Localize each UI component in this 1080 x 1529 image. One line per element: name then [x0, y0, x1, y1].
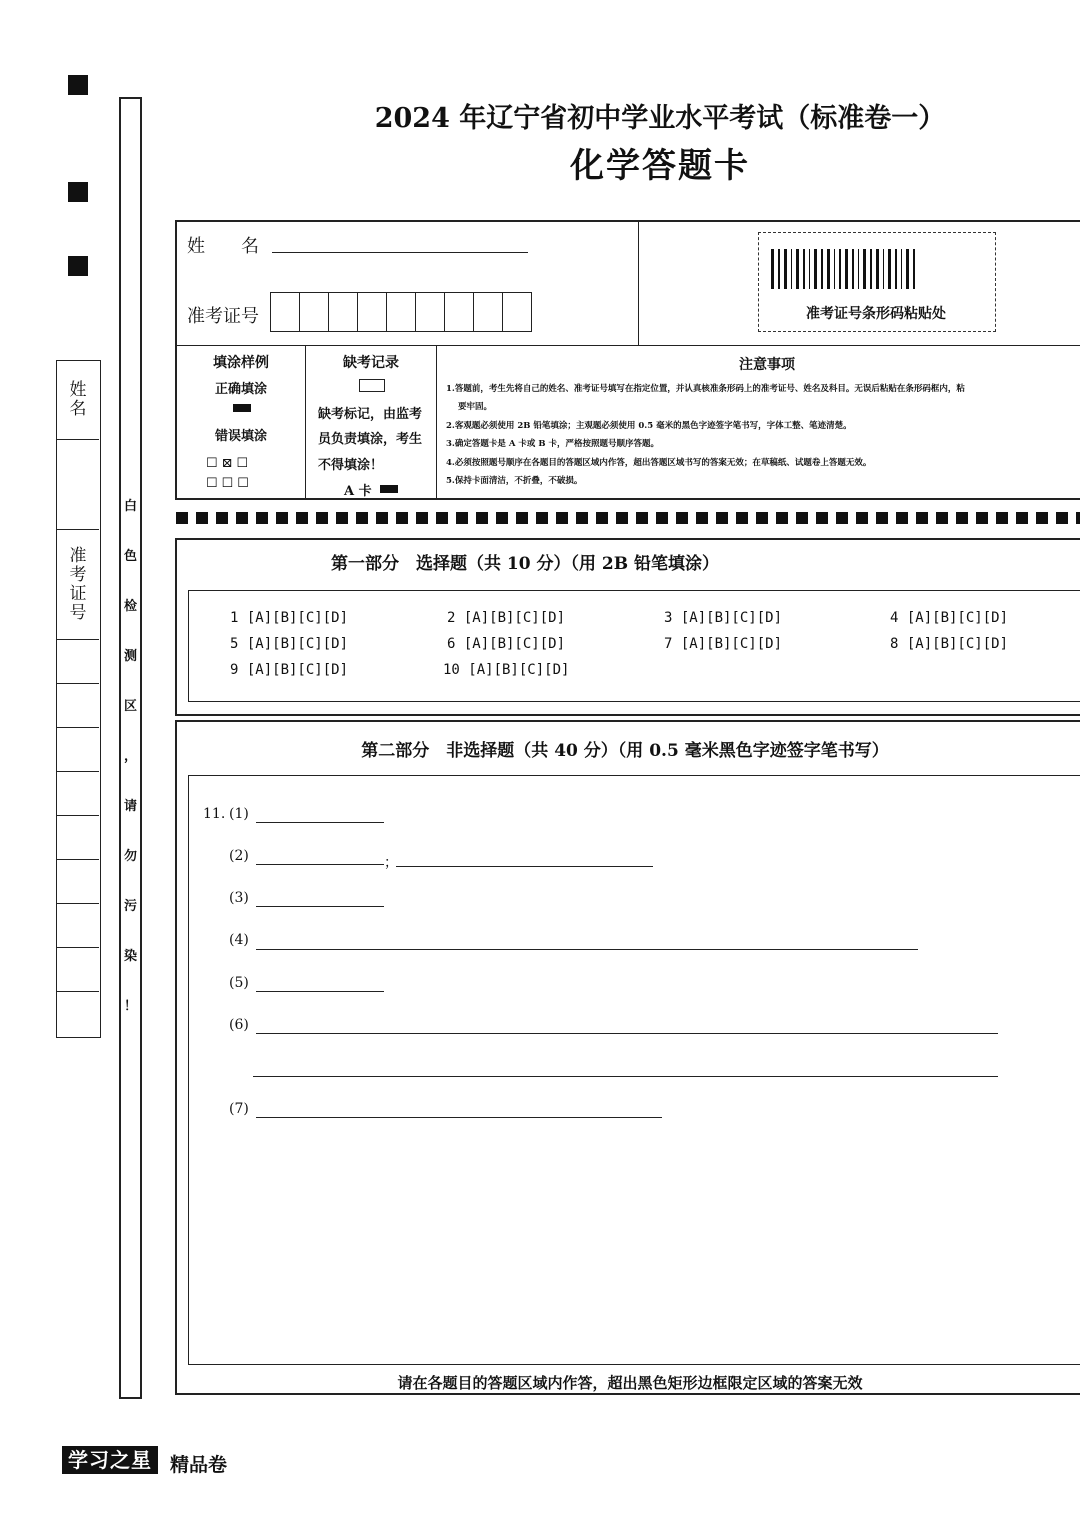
barcode-bar	[863, 249, 866, 289]
timing-square	[956, 512, 968, 524]
side-id-strip	[56, 360, 101, 1038]
side-id-label: 准考证号	[69, 546, 87, 623]
divider	[57, 903, 99, 904]
choice-item[interactable]: 5 [A][B][C][D]	[230, 636, 349, 652]
barcode-bar	[834, 249, 835, 289]
timing-square	[396, 512, 408, 524]
fill-example-title: 填涂样例	[213, 355, 269, 371]
choice-item[interactable]: 2 [A][B][C][D]	[447, 610, 566, 626]
strip-char: 区	[123, 699, 137, 714]
timing-mark	[68, 182, 88, 202]
timing-square	[436, 512, 448, 524]
correct-fill-label: 正确填涂	[214, 382, 267, 397]
sub-question-label: (2)	[229, 848, 249, 864]
strip-char: ，	[123, 749, 137, 764]
divider	[57, 439, 99, 440]
timing-square	[896, 512, 908, 524]
timing-square	[636, 512, 648, 524]
timing-square	[196, 512, 208, 524]
note-item: 要牢固。	[458, 402, 493, 412]
note-item: 5.保持卡面清洁，不折叠，不破损。	[446, 476, 583, 486]
strip-char: 请	[123, 799, 137, 814]
choice-item[interactable]: 4 [A][B][C][D]	[890, 610, 1009, 626]
answer-line[interactable]	[256, 949, 918, 950]
timing-square	[336, 512, 348, 524]
name-input-line[interactable]	[272, 252, 528, 253]
timing-square	[1076, 512, 1080, 524]
divider	[638, 221, 639, 345]
timing-square	[776, 512, 788, 524]
timing-square	[496, 512, 508, 524]
white-detection-strip	[119, 97, 142, 1399]
timing-square	[596, 512, 608, 524]
timing-square	[476, 512, 488, 524]
barcode-bar	[901, 249, 902, 289]
divider	[57, 771, 99, 772]
absence-line: 员负责填涂，考生	[318, 432, 423, 447]
timing-square	[416, 512, 428, 524]
wrong-fill-marks-icon: ☐⊠☐	[206, 456, 253, 471]
id-digit-box[interactable]	[358, 293, 387, 331]
timing-square	[836, 512, 848, 524]
timing-square	[936, 512, 948, 524]
divider	[57, 859, 99, 860]
timing-square	[356, 512, 368, 524]
barcode-bar	[791, 249, 792, 289]
absence-line: 缺考标记，由监考	[318, 407, 423, 422]
timing-square	[876, 512, 888, 524]
barcode-bar	[876, 249, 879, 289]
id-digit-box[interactable]	[329, 293, 358, 331]
barcode-label: 准考证号条形码粘贴处	[806, 306, 946, 322]
timing-square	[716, 512, 728, 524]
id-digit-box[interactable]	[271, 293, 300, 331]
answer-line[interactable]	[256, 822, 384, 823]
divider	[57, 815, 99, 816]
divider	[57, 727, 99, 728]
divider	[57, 683, 99, 684]
id-digit-box[interactable]	[474, 293, 503, 331]
sub-question-label: (4)	[229, 932, 249, 948]
timing-square	[296, 512, 308, 524]
sub-question-label: (6)	[229, 1017, 249, 1033]
timing-square	[1056, 512, 1068, 524]
timing-square	[576, 512, 588, 524]
absence-title: 缺考记录	[343, 355, 399, 371]
question-number: 11.	[203, 806, 226, 822]
timing-square	[656, 512, 668, 524]
id-number-grid[interactable]	[270, 292, 532, 332]
timing-square	[216, 512, 228, 524]
answer-line[interactable]	[253, 1076, 998, 1077]
barcode-bar	[784, 249, 787, 289]
strip-char: 污	[123, 899, 137, 914]
strip-char: 染	[123, 949, 137, 964]
card-type-label: A 卡	[344, 484, 372, 499]
barcode-bar	[809, 249, 810, 289]
divider	[57, 947, 99, 948]
timing-square	[996, 512, 1008, 524]
absence-line: 不得填涂！	[318, 458, 384, 473]
separator: ；	[384, 855, 398, 871]
sub-question-label: (7)	[229, 1101, 249, 1117]
timing-square	[916, 512, 928, 524]
timing-square	[256, 512, 268, 524]
timing-square	[376, 512, 388, 524]
sub-question-label: (1)	[229, 806, 249, 822]
timing-square	[676, 512, 688, 524]
timing-square	[516, 512, 528, 524]
timing-square	[1036, 512, 1048, 524]
barcode-bar	[814, 249, 817, 289]
id-digit-box[interactable]	[387, 293, 416, 331]
divider	[57, 991, 99, 992]
id-digit-box[interactable]	[416, 293, 445, 331]
timing-square	[1016, 512, 1028, 524]
answer-line[interactable]	[396, 866, 653, 867]
note-item: 1.答题前，考生先将自己的姓名、准考证号填写在指定位置，并认真核准条形码上的准考证号、姓名及科目。无误后粘贴在条形码框内，粘	[446, 384, 965, 394]
barcode-bar	[870, 249, 872, 289]
brand-subtitle: 精品卷	[170, 1454, 228, 1476]
barcode-bar	[839, 249, 841, 289]
choice-item[interactable]: 6 [A][B][C][D]	[447, 636, 566, 652]
strip-char: 白	[123, 499, 137, 514]
footer-note: 请在各题目的答题区域内作答，超出黑色矩形边框限定区域的答案无效	[397, 1374, 863, 1392]
note-item: 2.客观题必须使用 2B 铅笔填涂；主观题必须使用 0.5 毫米的黑色字迹签字笔书写，字体工整、笔迹清楚。	[446, 421, 852, 431]
timing-square	[176, 512, 188, 524]
barcode-bar	[796, 249, 799, 289]
barcode-bar	[906, 249, 909, 289]
answer-line[interactable]	[256, 991, 384, 992]
barcode-bar	[883, 249, 884, 289]
timing-mark	[68, 75, 88, 95]
barcode-bar	[821, 249, 823, 289]
choice-item[interactable]: 3 [A][B][C][D]	[664, 610, 783, 626]
timing-square	[816, 512, 828, 524]
timing-mark	[68, 256, 88, 276]
timing-square	[856, 512, 868, 524]
barcode-bar	[778, 249, 780, 289]
choice-item[interactable]: 9 [A][B][C][D]	[230, 662, 349, 678]
timing-square	[276, 512, 288, 524]
timing-square	[756, 512, 768, 524]
brand-logo: 学习之星	[62, 1446, 158, 1474]
correct-fill-mark-icon	[233, 404, 251, 412]
divider	[57, 639, 99, 640]
timing-square	[736, 512, 748, 524]
part2-title: 第二部分 非选择题（共 40 分）（用 0.5 毫米黑色字迹签字笔书写）	[361, 741, 889, 761]
barcode-bar	[858, 249, 859, 289]
choice-item[interactable]: 1 [A][B][C][D]	[230, 610, 349, 626]
part1-title: 第一部分 选择题（共 10 分）（用 2B 铅笔填涂）	[330, 554, 720, 574]
id-label: 准考证号	[187, 306, 259, 327]
timing-square	[536, 512, 548, 524]
barcode-bar	[913, 249, 915, 289]
note-item: 4.必须按照题号顺序在各题目的答题区域内作答，超出答题区域书写的答案无效；在草稿纸、试题卷上答题无效。	[446, 458, 872, 468]
wrong-fill-label: 错误填涂	[214, 429, 267, 444]
wrong-fill-marks-icon: ☐☐☐	[206, 476, 253, 491]
absence-checkbox[interactable]	[359, 379, 385, 392]
strip-char: 勿	[123, 849, 137, 864]
barcode-bar	[888, 249, 891, 289]
choice-item[interactable]: 10 [A][B][C][D]	[443, 662, 570, 678]
strip-char: ！	[123, 999, 137, 1014]
barcode-bar	[852, 249, 854, 289]
timing-square	[616, 512, 628, 524]
note-item: 3.确定答题卡是 A 卡或 B 卡，严格按照题号顺序答题。	[446, 439, 659, 449]
id-digit-box[interactable]	[503, 293, 531, 331]
barcode-area[interactable]	[758, 232, 996, 332]
strip-char: 色	[123, 549, 137, 564]
timing-square	[456, 512, 468, 524]
timing-track	[176, 512, 1080, 524]
divider	[57, 529, 99, 530]
timing-square	[236, 512, 248, 524]
barcode-bar	[803, 249, 805, 289]
barcode-bar	[827, 249, 830, 289]
answer-line[interactable]	[256, 1033, 998, 1034]
choice-item[interactable]: 7 [A][B][C][D]	[664, 636, 783, 652]
sub-question-label: (5)	[229, 975, 249, 991]
strip-char: 测	[123, 649, 137, 664]
side-name-label: 姓名	[69, 380, 87, 419]
timing-square	[556, 512, 568, 524]
notes-title: 注意事项	[739, 357, 795, 373]
answer-line[interactable]	[256, 1117, 662, 1118]
timing-square	[796, 512, 808, 524]
timing-square	[696, 512, 708, 524]
divider	[176, 345, 1080, 346]
answer-line[interactable]	[256, 906, 384, 907]
strip-char: 检	[123, 599, 137, 614]
barcode-bar	[895, 249, 897, 289]
card-type-mark	[380, 485, 398, 493]
barcode-icon	[771, 249, 919, 289]
sub-question-label: (3)	[229, 890, 249, 906]
card-title: 化学答题卡	[570, 146, 750, 186]
exam-title: 2024 年辽宁省初中学业水平考试（标准卷一）	[374, 103, 946, 134]
name-label: 姓 名	[187, 236, 259, 257]
timing-square	[316, 512, 328, 524]
id-digit-box[interactable]	[445, 293, 474, 331]
barcode-bar	[845, 249, 848, 289]
timing-square	[976, 512, 988, 524]
id-digit-box[interactable]	[300, 293, 329, 331]
barcode-bar	[771, 249, 774, 289]
answer-line[interactable]	[256, 864, 384, 865]
choice-item[interactable]: 8 [A][B][C][D]	[890, 636, 1009, 652]
